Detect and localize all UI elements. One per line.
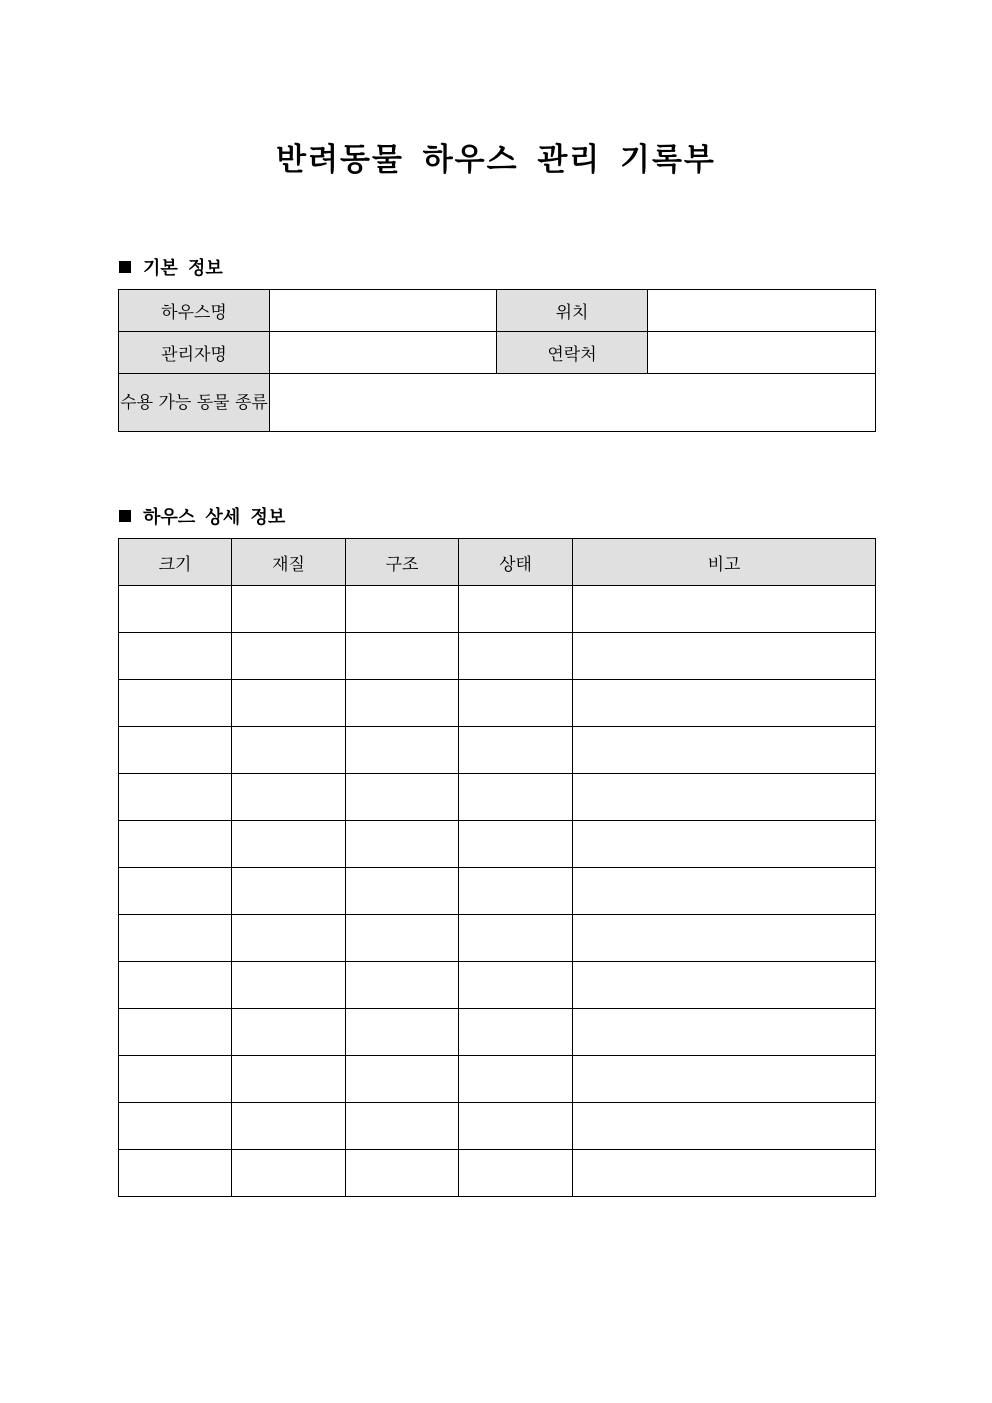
column-header-structure: 구조 — [346, 539, 459, 586]
cell-structure[interactable] — [346, 821, 459, 868]
cell-material[interactable] — [232, 1150, 346, 1197]
column-header-material: 재질 — [232, 539, 346, 586]
contact-label: 연락처 — [497, 332, 648, 374]
detail-table-body — [119, 586, 876, 1197]
cell-notes[interactable] — [573, 680, 876, 727]
basic-row-house — [119, 290, 876, 332]
contact-field[interactable] — [648, 332, 876, 374]
cell-material[interactable] — [232, 962, 346, 1009]
cell-material[interactable] — [232, 680, 346, 727]
cell-structure[interactable] — [346, 1150, 459, 1197]
cell-structure[interactable] — [346, 1009, 459, 1056]
cell-material[interactable] — [232, 1009, 346, 1056]
cell-material[interactable] — [232, 1103, 346, 1150]
cell-size[interactable] — [119, 680, 232, 727]
cell-condition[interactable] — [459, 586, 573, 633]
table-row — [119, 962, 876, 1009]
cell-structure[interactable] — [346, 680, 459, 727]
table-row — [119, 1103, 876, 1150]
cell-material[interactable] — [232, 1056, 346, 1103]
cell-condition[interactable] — [459, 1056, 573, 1103]
detail-header-row — [119, 539, 876, 586]
cell-notes[interactable] — [573, 915, 876, 962]
cell-condition[interactable] — [459, 774, 573, 821]
cell-size[interactable] — [119, 633, 232, 680]
cell-size[interactable] — [119, 1103, 232, 1150]
cell-condition[interactable] — [459, 915, 573, 962]
manager-name-field[interactable] — [270, 332, 497, 374]
square-bullet-icon — [119, 510, 131, 522]
cell-notes[interactable] — [573, 821, 876, 868]
cell-size[interactable] — [119, 868, 232, 915]
cell-notes[interactable] — [573, 1150, 876, 1197]
cell-condition[interactable] — [459, 1150, 573, 1197]
square-bullet-icon — [119, 261, 131, 273]
location-label: 위치 — [497, 290, 648, 332]
detail-info-heading — [119, 503, 285, 529]
table-row — [119, 821, 876, 868]
cell-condition[interactable] — [459, 1009, 573, 1056]
cell-structure[interactable] — [346, 868, 459, 915]
cell-condition[interactable] — [459, 1103, 573, 1150]
cell-size[interactable] — [119, 1150, 232, 1197]
column-header-notes: 비고 — [573, 539, 876, 586]
animal-types-label: 수용 가능 동물 종류 — [119, 374, 270, 432]
table-row — [119, 1150, 876, 1197]
basic-info-heading-label: 기본 정보 — [143, 258, 223, 279]
cell-size[interactable] — [119, 727, 232, 774]
detail-info-heading-label: 하우스 상세 정보 — [143, 507, 286, 528]
cell-notes[interactable] — [573, 727, 876, 774]
cell-condition[interactable] — [459, 727, 573, 774]
cell-structure[interactable] — [346, 774, 459, 821]
house-name-field[interactable] — [270, 290, 497, 332]
cell-material[interactable] — [232, 633, 346, 680]
cell-structure[interactable] — [346, 727, 459, 774]
cell-condition[interactable] — [459, 633, 573, 680]
cell-material[interactable] — [232, 774, 346, 821]
column-header-size: 크기 — [119, 539, 232, 586]
cell-condition[interactable] — [459, 868, 573, 915]
cell-material[interactable] — [232, 727, 346, 774]
cell-condition[interactable] — [459, 680, 573, 727]
basic-info-heading — [119, 254, 223, 280]
cell-size[interactable] — [119, 821, 232, 868]
cell-material[interactable] — [232, 821, 346, 868]
cell-notes[interactable] — [573, 962, 876, 1009]
table-row — [119, 633, 876, 680]
cell-notes[interactable] — [573, 1056, 876, 1103]
cell-structure[interactable] — [346, 1103, 459, 1150]
cell-notes[interactable] — [573, 868, 876, 915]
cell-condition[interactable] — [459, 962, 573, 1009]
cell-size[interactable] — [119, 962, 232, 1009]
cell-size[interactable] — [119, 586, 232, 633]
basic-row-animals — [119, 374, 876, 432]
cell-size[interactable] — [119, 1009, 232, 1056]
table-row — [119, 915, 876, 962]
cell-notes[interactable] — [573, 586, 876, 633]
cell-material[interactable] — [232, 586, 346, 633]
cell-notes[interactable] — [573, 633, 876, 680]
animal-types-field[interactable] — [270, 374, 876, 432]
cell-material[interactable] — [232, 915, 346, 962]
location-field[interactable] — [648, 290, 876, 332]
cell-structure[interactable] — [346, 962, 459, 1009]
cell-structure[interactable] — [346, 586, 459, 633]
table-row — [119, 727, 876, 774]
cell-structure[interactable] — [346, 915, 459, 962]
cell-size[interactable] — [119, 915, 232, 962]
cell-structure[interactable] — [346, 1056, 459, 1103]
table-row — [119, 774, 876, 821]
house-name-label: 하우스명 — [119, 290, 270, 332]
cell-structure[interactable] — [346, 633, 459, 680]
basic-info-table — [118, 289, 876, 432]
table-row — [119, 1056, 876, 1103]
cell-notes[interactable] — [573, 1009, 876, 1056]
table-row — [119, 1009, 876, 1056]
cell-condition[interactable] — [459, 821, 573, 868]
detail-info-table — [118, 538, 876, 1197]
table-row — [119, 868, 876, 915]
basic-row-manager — [119, 332, 876, 374]
cell-notes[interactable] — [573, 774, 876, 821]
cell-notes[interactable] — [573, 1103, 876, 1150]
cell-material[interactable] — [232, 868, 346, 915]
document-title: 반려동물 하우스 관리 기록부 — [276, 142, 716, 178]
manager-name-label: 관리자명 — [119, 332, 270, 374]
column-header-condition: 상태 — [459, 539, 573, 586]
table-row — [119, 586, 876, 633]
cell-size[interactable] — [119, 774, 232, 821]
table-row — [119, 680, 876, 727]
cell-size[interactable] — [119, 1056, 232, 1103]
